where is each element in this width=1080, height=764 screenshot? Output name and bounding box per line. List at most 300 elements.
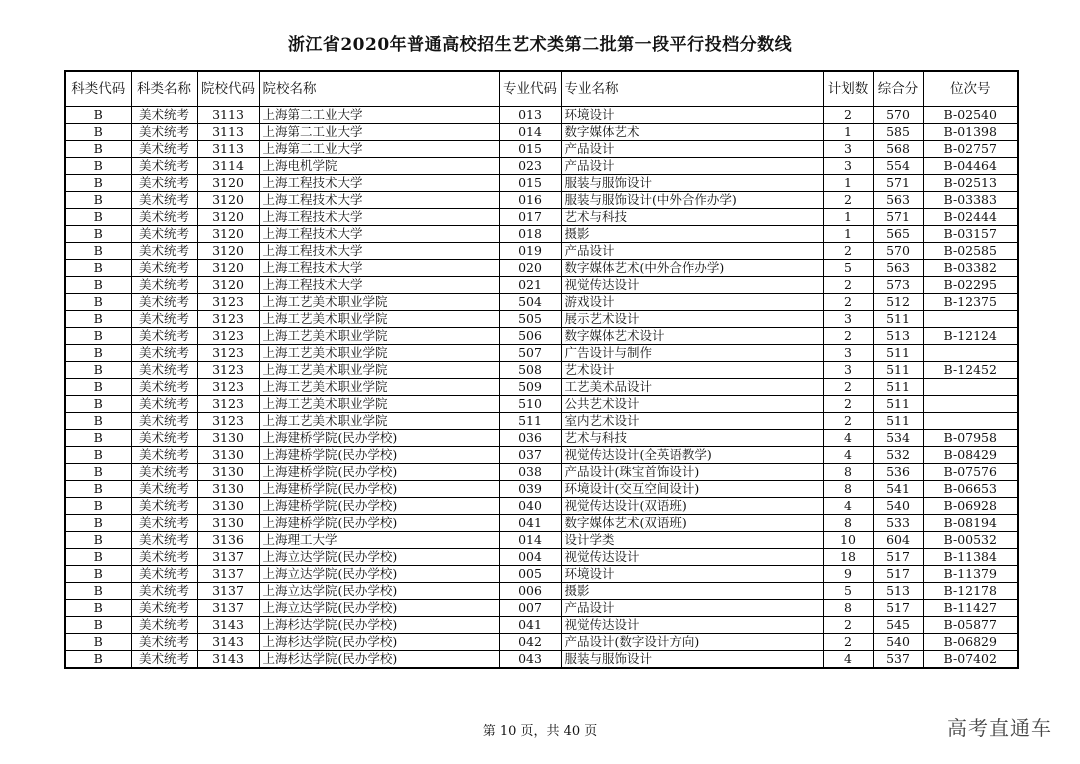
cell-major-name: 视觉传达设计(双语班): [561, 498, 823, 515]
cell-school-code: 3130: [197, 447, 259, 464]
cell-category-name: 美术统考: [131, 107, 197, 124]
cell-plan-count: 3: [823, 345, 873, 362]
cell-plan-count: 2: [823, 413, 873, 430]
cell-school-code: 3130: [197, 481, 259, 498]
cell-major-name: 游戏设计: [561, 294, 823, 311]
cell-composite-score: 540: [873, 498, 923, 515]
table-row: [65, 617, 1018, 634]
cell-major-code: 014: [499, 532, 561, 549]
cell-major-code: 506: [499, 328, 561, 345]
cell-major-code: 509: [499, 379, 561, 396]
cell-school-name: 上海工艺美术职业学院: [259, 311, 499, 328]
cell-composite-score: 536: [873, 464, 923, 481]
table-row: [65, 311, 1018, 328]
cell-school-name: 上海理工大学: [259, 532, 499, 549]
header-composite-score: 综合分: [873, 71, 923, 107]
cell-school-code: 3113: [197, 124, 259, 141]
cell-major-code: 006: [499, 583, 561, 600]
cell-school-code: 3123: [197, 396, 259, 413]
cell-category-code: B: [65, 481, 131, 498]
cell-school-name: 上海工艺美术职业学院: [259, 379, 499, 396]
cell-major-name: 产品设计: [561, 600, 823, 617]
cell-school-code: 3143: [197, 634, 259, 651]
cell-rank: B-12178: [923, 583, 1018, 600]
header-rank: 位次号: [923, 71, 1018, 107]
cell-category-code: B: [65, 566, 131, 583]
cell-category-code: B: [65, 260, 131, 277]
cell-category-name: 美术统考: [131, 175, 197, 192]
cell-category-name: 美术统考: [131, 430, 197, 447]
cell-school-name: 上海工艺美术职业学院: [259, 345, 499, 362]
cell-school-name: 上海第二工业大学: [259, 141, 499, 158]
cell-school-name: 上海建桥学院(民办学校): [259, 447, 499, 464]
cell-composite-score: 511: [873, 362, 923, 379]
cell-major-code: 004: [499, 549, 561, 566]
cell-rank: B-07958: [923, 430, 1018, 447]
cell-school-name: 上海建桥学院(民办学校): [259, 430, 499, 447]
table-row: [65, 209, 1018, 226]
cell-rank: B-04464: [923, 158, 1018, 175]
cell-composite-score: 517: [873, 600, 923, 617]
cell-category-name: 美术统考: [131, 583, 197, 600]
cell-major-code: 041: [499, 515, 561, 532]
cell-school-name: 上海工艺美术职业学院: [259, 294, 499, 311]
table-row: [65, 413, 1018, 430]
header-plan-count: 计划数: [823, 71, 873, 107]
cell-category-code: B: [65, 651, 131, 669]
cell-composite-score: 517: [873, 549, 923, 566]
cell-plan-count: 5: [823, 583, 873, 600]
cell-category-name: 美术统考: [131, 396, 197, 413]
table-row: [65, 583, 1018, 600]
cell-composite-score: 513: [873, 583, 923, 600]
cell-category-name: 美术统考: [131, 260, 197, 277]
cell-category-name: 美术统考: [131, 498, 197, 515]
cell-category-name: 美术统考: [131, 566, 197, 583]
cell-category-code: B: [65, 328, 131, 345]
cell-rank: [923, 311, 1018, 328]
table-header-row: [65, 71, 1018, 107]
cell-school-name: 上海电机学院: [259, 158, 499, 175]
cell-school-code: 3123: [197, 413, 259, 430]
cell-category-code: B: [65, 464, 131, 481]
cell-school-code: 3120: [197, 192, 259, 209]
cell-rank: B-11427: [923, 600, 1018, 617]
cell-school-code: 3120: [197, 175, 259, 192]
cell-category-name: 美术统考: [131, 243, 197, 260]
cell-rank: B-01398: [923, 124, 1018, 141]
cell-school-code: 3136: [197, 532, 259, 549]
cell-composite-score: 512: [873, 294, 923, 311]
cell-category-code: B: [65, 379, 131, 396]
cell-plan-count: 8: [823, 515, 873, 532]
cell-category-code: B: [65, 277, 131, 294]
cell-school-name: 上海杉达学院(民办学校): [259, 651, 499, 669]
cell-plan-count: 2: [823, 396, 873, 413]
table-row: [65, 175, 1018, 192]
table-row: [65, 107, 1018, 124]
cell-major-code: 504: [499, 294, 561, 311]
cell-category-code: B: [65, 107, 131, 124]
cell-rank: B-03157: [923, 226, 1018, 243]
cell-school-code: 3114: [197, 158, 259, 175]
cell-composite-score: 511: [873, 396, 923, 413]
table-row: [65, 447, 1018, 464]
cell-rank: B-03383: [923, 192, 1018, 209]
header-school-name: 院校名称: [259, 71, 499, 107]
cell-rank: B-06928: [923, 498, 1018, 515]
cell-school-name: 上海立达学院(民办学校): [259, 583, 499, 600]
cell-category-code: B: [65, 617, 131, 634]
cell-plan-count: 2: [823, 617, 873, 634]
table-row: [65, 566, 1018, 583]
table-row: [65, 124, 1018, 141]
cell-school-code: 3130: [197, 498, 259, 515]
cell-school-code: 3137: [197, 583, 259, 600]
cell-major-name: 环境设计: [561, 566, 823, 583]
cell-school-name: 上海工程技术大学: [259, 260, 499, 277]
cell-composite-score: 534: [873, 430, 923, 447]
cell-category-name: 美术统考: [131, 600, 197, 617]
cell-school-code: 3120: [197, 209, 259, 226]
cell-school-code: 3130: [197, 430, 259, 447]
cell-major-name: 艺术设计: [561, 362, 823, 379]
table-row: [65, 141, 1018, 158]
cell-major-name: 服装与服饰设计: [561, 175, 823, 192]
cell-major-code: 016: [499, 192, 561, 209]
cell-major-code: 013: [499, 107, 561, 124]
cell-composite-score: 565: [873, 226, 923, 243]
cell-major-name: 视觉传达设计(全英语教学): [561, 447, 823, 464]
cell-category-code: B: [65, 447, 131, 464]
table-row: [65, 158, 1018, 175]
cell-major-name: 数字媒体艺术设计: [561, 328, 823, 345]
cell-plan-count: 2: [823, 107, 873, 124]
cell-major-code: 017: [499, 209, 561, 226]
table-row: [65, 549, 1018, 566]
cell-major-name: 服装与服饰设计(中外合作办学): [561, 192, 823, 209]
cell-school-code: 3120: [197, 243, 259, 260]
cell-school-code: 3123: [197, 311, 259, 328]
cell-category-name: 美术统考: [131, 141, 197, 158]
cell-major-name: 设计学类: [561, 532, 823, 549]
table-row: [65, 345, 1018, 362]
cell-major-name: 室内艺术设计: [561, 413, 823, 430]
cell-major-code: 038: [499, 464, 561, 481]
cell-major-name: 环境设计: [561, 107, 823, 124]
cell-category-name: 美术统考: [131, 549, 197, 566]
header-school-code: 院校代码: [197, 71, 259, 107]
table-row: [65, 430, 1018, 447]
cell-rank: [923, 396, 1018, 413]
cell-rank: B-08429: [923, 447, 1018, 464]
table-row: [65, 379, 1018, 396]
cell-major-code: 043: [499, 651, 561, 669]
cell-composite-score: 511: [873, 311, 923, 328]
cell-school-name: 上海工程技术大学: [259, 209, 499, 226]
cell-category-code: B: [65, 158, 131, 175]
cell-category-code: B: [65, 124, 131, 141]
watermark: 高考直通车: [947, 716, 1052, 740]
cell-category-name: 美术统考: [131, 464, 197, 481]
cell-category-name: 美术统考: [131, 515, 197, 532]
cell-category-code: B: [65, 430, 131, 447]
table-row: [65, 600, 1018, 617]
cell-major-name: 展示艺术设计: [561, 311, 823, 328]
cell-plan-count: 3: [823, 158, 873, 175]
cell-major-name: 摄影: [561, 226, 823, 243]
cell-major-name: 环境设计(交互空间设计): [561, 481, 823, 498]
cell-rank: B-05877: [923, 617, 1018, 634]
cell-composite-score: 511: [873, 413, 923, 430]
cell-rank: [923, 379, 1018, 396]
cell-plan-count: 1: [823, 226, 873, 243]
cell-composite-score: 540: [873, 634, 923, 651]
cell-category-name: 美术统考: [131, 124, 197, 141]
cell-plan-count: 2: [823, 243, 873, 260]
cell-major-name: 数字媒体艺术(双语班): [561, 515, 823, 532]
cell-composite-score: 511: [873, 345, 923, 362]
cell-major-code: 508: [499, 362, 561, 379]
cell-plan-count: 5: [823, 260, 873, 277]
cell-major-code: 015: [499, 141, 561, 158]
cell-school-name: 上海杉达学院(民办学校): [259, 617, 499, 634]
cell-category-name: 美术统考: [131, 413, 197, 430]
cell-composite-score: 563: [873, 260, 923, 277]
cell-category-code: B: [65, 294, 131, 311]
table-row: [65, 532, 1018, 549]
cell-category-code: B: [65, 396, 131, 413]
cell-major-code: 511: [499, 413, 561, 430]
cell-plan-count: 4: [823, 651, 873, 669]
cell-plan-count: 9: [823, 566, 873, 583]
cell-major-code: 036: [499, 430, 561, 447]
cell-composite-score: 570: [873, 243, 923, 260]
cell-major-code: 041: [499, 617, 561, 634]
cell-composite-score: 585: [873, 124, 923, 141]
cell-major-name: 广告设计与制作: [561, 345, 823, 362]
cell-category-code: B: [65, 141, 131, 158]
cell-school-code: 3120: [197, 260, 259, 277]
cell-category-name: 美术统考: [131, 192, 197, 209]
cell-school-code: 3120: [197, 277, 259, 294]
cell-school-name: 上海第二工业大学: [259, 124, 499, 141]
cell-school-code: 3130: [197, 515, 259, 532]
score-table: [64, 70, 1019, 669]
table-row: [65, 464, 1018, 481]
cell-major-name: 服装与服饰设计: [561, 651, 823, 669]
cell-rank: B-11379: [923, 566, 1018, 583]
cell-major-code: 510: [499, 396, 561, 413]
cell-rank: B-06829: [923, 634, 1018, 651]
cell-category-name: 美术统考: [131, 379, 197, 396]
cell-rank: B-02513: [923, 175, 1018, 192]
cell-category-code: B: [65, 532, 131, 549]
cell-category-code: B: [65, 413, 131, 430]
cell-major-name: 数字媒体艺术(中外合作办学): [561, 260, 823, 277]
cell-rank: B-12124: [923, 328, 1018, 345]
header-category-name: 科类名称: [131, 71, 197, 107]
cell-major-code: 014: [499, 124, 561, 141]
cell-rank: B-12452: [923, 362, 1018, 379]
cell-school-code: 3113: [197, 107, 259, 124]
cell-major-code: 505: [499, 311, 561, 328]
cell-major-name: 产品设计: [561, 158, 823, 175]
cell-school-code: 3130: [197, 464, 259, 481]
cell-composite-score: 568: [873, 141, 923, 158]
table-row: [65, 294, 1018, 311]
cell-plan-count: 2: [823, 379, 873, 396]
header-major-code: 专业代码: [499, 71, 561, 107]
cell-major-code: 018: [499, 226, 561, 243]
cell-school-code: 3143: [197, 651, 259, 669]
cell-plan-count: 2: [823, 294, 873, 311]
cell-school-code: 3143: [197, 617, 259, 634]
cell-rank: [923, 345, 1018, 362]
cell-major-name: 产品设计(数字设计方向): [561, 634, 823, 651]
cell-plan-count: 3: [823, 141, 873, 158]
cell-school-name: 上海立达学院(民办学校): [259, 566, 499, 583]
cell-rank: B-00532: [923, 532, 1018, 549]
cell-major-name: 产品设计(珠宝首饰设计): [561, 464, 823, 481]
cell-composite-score: 604: [873, 532, 923, 549]
table-row: [65, 226, 1018, 243]
table-row: [65, 243, 1018, 260]
table-row: [65, 634, 1018, 651]
cell-major-code: 040: [499, 498, 561, 515]
cell-composite-score: 571: [873, 209, 923, 226]
cell-category-code: B: [65, 634, 131, 651]
cell-category-code: B: [65, 192, 131, 209]
cell-school-name: 上海工程技术大学: [259, 192, 499, 209]
cell-school-code: 3123: [197, 328, 259, 345]
table-row: [65, 362, 1018, 379]
cell-rank: B-06653: [923, 481, 1018, 498]
cell-school-name: 上海第二工业大学: [259, 107, 499, 124]
cell-major-code: 005: [499, 566, 561, 583]
cell-major-code: 042: [499, 634, 561, 651]
cell-major-code: 020: [499, 260, 561, 277]
cell-rank: B-07402: [923, 651, 1018, 669]
header-category-code: 科类代码: [65, 71, 131, 107]
cell-category-name: 美术统考: [131, 328, 197, 345]
cell-category-code: B: [65, 243, 131, 260]
cell-school-name: 上海工程技术大学: [259, 226, 499, 243]
cell-school-name: 上海工艺美术职业学院: [259, 413, 499, 430]
cell-plan-count: 4: [823, 447, 873, 464]
cell-composite-score: 533: [873, 515, 923, 532]
cell-category-code: B: [65, 549, 131, 566]
cell-school-name: 上海立达学院(民办学校): [259, 600, 499, 617]
cell-plan-count: 1: [823, 175, 873, 192]
cell-category-name: 美术统考: [131, 209, 197, 226]
table-row: [65, 328, 1018, 345]
cell-school-name: 上海工艺美术职业学院: [259, 396, 499, 413]
cell-category-code: B: [65, 311, 131, 328]
cell-category-name: 美术统考: [131, 311, 197, 328]
cell-school-code: 3113: [197, 141, 259, 158]
cell-category-name: 美术统考: [131, 362, 197, 379]
table-row: [65, 515, 1018, 532]
cell-category-code: B: [65, 515, 131, 532]
cell-plan-count: 1: [823, 124, 873, 141]
cell-school-name: 上海立达学院(民办学校): [259, 549, 499, 566]
cell-major-name: 视觉传达设计: [561, 617, 823, 634]
cell-category-name: 美术统考: [131, 634, 197, 651]
page-footer: 第 10 页，共 40 页: [482, 724, 598, 739]
table-row: [65, 651, 1018, 669]
cell-plan-count: 3: [823, 362, 873, 379]
cell-school-name: 上海工艺美术职业学院: [259, 362, 499, 379]
cell-major-code: 023: [499, 158, 561, 175]
cell-rank: [923, 413, 1018, 430]
cell-category-name: 美术统考: [131, 532, 197, 549]
cell-school-name: 上海工程技术大学: [259, 277, 499, 294]
cell-plan-count: 8: [823, 600, 873, 617]
table-row: [65, 260, 1018, 277]
cell-major-code: 037: [499, 447, 561, 464]
cell-major-name: 产品设计: [561, 141, 823, 158]
cell-rank: B-02757: [923, 141, 1018, 158]
cell-category-name: 美术统考: [131, 294, 197, 311]
cell-rank: B-03382: [923, 260, 1018, 277]
cell-composite-score: 513: [873, 328, 923, 345]
cell-composite-score: 563: [873, 192, 923, 209]
cell-major-name: 产品设计: [561, 243, 823, 260]
cell-school-code: 3123: [197, 345, 259, 362]
cell-school-code: 3137: [197, 600, 259, 617]
cell-category-code: B: [65, 226, 131, 243]
cell-major-name: 艺术与科技: [561, 209, 823, 226]
cell-category-code: B: [65, 345, 131, 362]
table-row: [65, 396, 1018, 413]
cell-school-name: 上海建桥学院(民办学校): [259, 481, 499, 498]
cell-school-name: 上海建桥学院(民办学校): [259, 515, 499, 532]
cell-category-name: 美术统考: [131, 158, 197, 175]
cell-major-code: 039: [499, 481, 561, 498]
cell-plan-count: 2: [823, 634, 873, 651]
cell-category-name: 美术统考: [131, 277, 197, 294]
cell-category-code: B: [65, 583, 131, 600]
cell-category-name: 美术统考: [131, 447, 197, 464]
cell-school-name: 上海工程技术大学: [259, 243, 499, 260]
cell-school-name: 上海杉达学院(民办学校): [259, 634, 499, 651]
cell-composite-score: 541: [873, 481, 923, 498]
cell-rank: B-11384: [923, 549, 1018, 566]
cell-major-code: 507: [499, 345, 561, 362]
table-row: [65, 192, 1018, 209]
cell-composite-score: 517: [873, 566, 923, 583]
cell-major-name: 视觉传达设计: [561, 549, 823, 566]
cell-plan-count: 8: [823, 481, 873, 498]
cell-major-name: 摄影: [561, 583, 823, 600]
cell-rank: B-08194: [923, 515, 1018, 532]
cell-school-code: 3123: [197, 362, 259, 379]
table-row: [65, 277, 1018, 294]
cell-plan-count: 4: [823, 498, 873, 515]
cell-plan-count: 3: [823, 311, 873, 328]
cell-plan-count: 1: [823, 209, 873, 226]
cell-major-code: 021: [499, 277, 561, 294]
cell-major-name: 数字媒体艺术: [561, 124, 823, 141]
cell-plan-count: 4: [823, 430, 873, 447]
cell-rank: B-02540: [923, 107, 1018, 124]
cell-major-name: 艺术与科技: [561, 430, 823, 447]
cell-rank: B-02444: [923, 209, 1018, 226]
cell-category-code: B: [65, 362, 131, 379]
table-row: [65, 481, 1018, 498]
cell-rank: B-02585: [923, 243, 1018, 260]
